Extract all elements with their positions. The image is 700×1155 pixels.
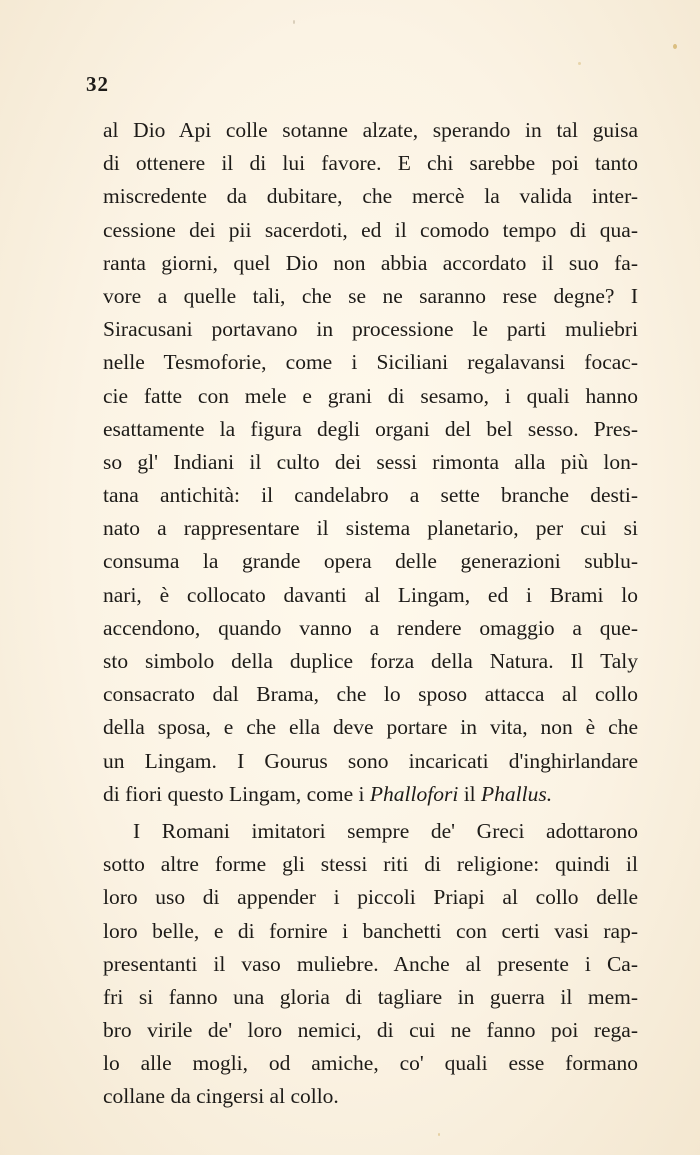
text-run: il <box>458 781 482 806</box>
text-line: loro belle, e di fornire i banchetti con certi vasi rap- <box>103 918 638 943</box>
text-line: vore a quelle tali, che se ne saranno rese degne? I <box>103 283 638 308</box>
text-line: loro uso di appender i piccoli Priapi al collo delle <box>103 885 638 910</box>
paper-speck <box>438 1133 440 1136</box>
text-line-last <box>103 778 638 811</box>
text-line: di ottenere il di lui favore. E chi sarebbe poi tanto <box>103 151 638 176</box>
text-line-last: collane da cingersi al collo. <box>103 1084 339 1109</box>
text-line: cessione dei pii sacerdoti, ed il comodo tempo di qua- <box>103 217 638 242</box>
paper-speck <box>673 44 677 49</box>
text-line: Siracusani portavano in processione le parti muliebri <box>103 317 638 342</box>
paragraph-1 <box>103 114 638 811</box>
text-line: consacrato dal Brama, che lo sposo attacca al collo <box>103 682 638 707</box>
text-line: cie fatte con mele e grani di sesamo, i quali hanno <box>103 383 638 408</box>
italic-term-phallofori: Phallofori <box>369 781 459 806</box>
paper-speck <box>578 62 581 65</box>
text-line: al Dio Api colle sotanne alzate, sperando in tal guisa <box>103 118 638 142</box>
text-line: sotto altre forme gli stessi riti di religione: quindi il <box>103 852 638 877</box>
text-line: consuma la grande opera delle generazioni sublu- <box>103 549 638 574</box>
page-number: 32 <box>86 72 109 96</box>
italic-term-phallus: Phallus. <box>481 781 553 806</box>
text-line: accendono, quando vanno a rendere omaggio a que- <box>103 615 638 640</box>
text-line: nari, è collocato davanti al Lingam, ed i Brami lo <box>103 582 638 607</box>
paragraph-2 <box>103 815 638 1114</box>
text-line: ranta giorni, quel Dio non abbia accordato il suo fa- <box>103 250 638 275</box>
text-line: esattamente la figura degli organi del bel sesso. Pres- <box>103 416 638 441</box>
body-text <box>103 114 638 1114</box>
text-line: nelle Tesmoforie, come i Siciliani regalavansi focac- <box>103 350 638 375</box>
text-line: sto simbolo della duplice forza della Natura. Il Taly <box>103 649 638 673</box>
paper-speck <box>293 20 295 24</box>
text-line: nato a rappresentare il sistema planetario, per cui si <box>103 516 638 541</box>
text-line: tana antichità: il candelabro a sette branche desti- <box>103 483 638 508</box>
text-line: so gl' Indiani il culto dei sessi rimonta alla più lon- <box>103 449 638 474</box>
text-line: bro virile de' loro nemici, di cui ne fanno poi rega- <box>103 1018 638 1043</box>
text-line: fri si fanno una gloria di tagliare in guerra il mem- <box>103 984 638 1009</box>
text-line: presentanti il vaso muliebre. Anche al presente i Ca- <box>103 951 638 976</box>
text-line: I Romani imitatori sempre de' Greci adottarono <box>133 818 638 843</box>
text-line: della sposa, e che ella deve portare in vita, non è che <box>103 715 638 740</box>
text-line: lo alle mogli, od amiche, co' quali esse formano <box>103 1051 638 1076</box>
text-line: miscredente da dubitare, che mercè la valida inter- <box>103 184 638 209</box>
text-run: di fiori questo Lingam, come i <box>103 781 370 806</box>
text-line: un Lingam. I Gourus sono incaricati d'inghirlandare <box>103 748 638 773</box>
